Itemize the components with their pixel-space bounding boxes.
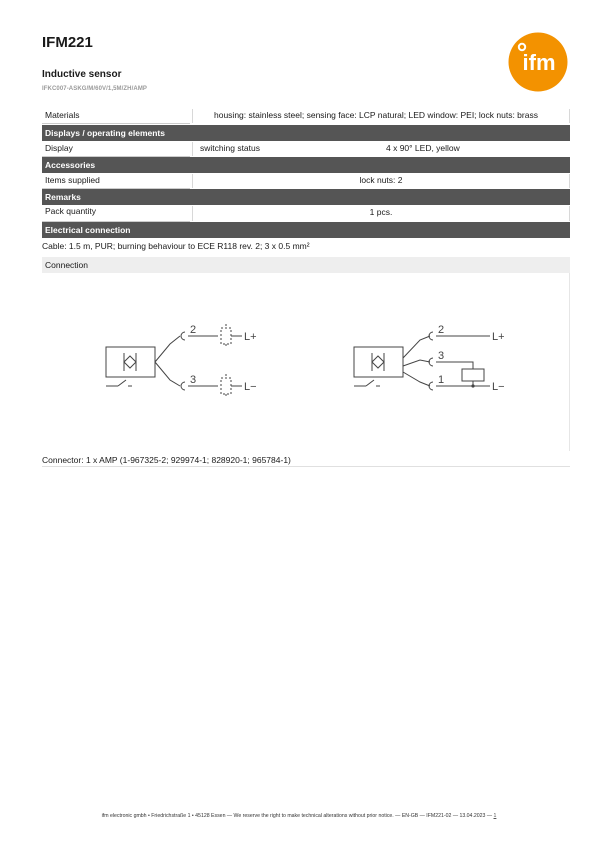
display-label: Display <box>42 141 190 157</box>
accessories-heading: Accessories <box>42 157 570 173</box>
article-code: IFKC007-ASKG/M/60V/1,5M/ZH/AMP <box>42 86 148 92</box>
left-label-bottom: L− <box>244 381 257 393</box>
logo-dot-inner <box>520 45 524 49</box>
connector-divider <box>42 466 570 467</box>
materials-row <box>42 108 570 124</box>
left-label-top: L+ <box>244 331 257 343</box>
electrical-heading: Electrical connection <box>42 222 570 238</box>
right-pin-mid: 3 <box>438 350 445 362</box>
right-pin-bottom: 1 <box>438 374 445 386</box>
footer-text: ifm electronic gmbh • Friedrichstraße 1 • 45128 Essen — We reserve the right to make technical alterations without prior notice. — EN-GB — IFM221-02 — 13.04.2023 — <box>101 813 493 819</box>
materials-label: Materials <box>42 108 190 124</box>
remarks-heading: Remarks <box>42 189 570 205</box>
product-subtitle: Inductive sensor <box>42 69 122 80</box>
ifm-logo <box>508 32 568 92</box>
left-pin-bottom: 3 <box>190 374 197 386</box>
wiring-diagrams <box>100 320 520 410</box>
display-type: switching status <box>200 143 260 153</box>
display-row <box>42 141 570 157</box>
right-label-top: L+ <box>492 331 505 343</box>
logo-text: ifm <box>522 50 556 75</box>
items-supplied-label: Items supplied <box>42 173 190 189</box>
pack-quantity-row <box>42 205 570 222</box>
displays-heading: Displays / operating elements <box>42 125 570 141</box>
page-footer <box>0 813 598 819</box>
cable-spec: Cable: 1.5 m, PUR; burning behaviour to ECE R118 rev. 2; 3 x 0.5 mm² <box>42 241 310 251</box>
pack-quantity-label: Pack quantity <box>42 205 190 222</box>
connection-label: Connection <box>42 257 570 273</box>
page-title: IFM221 <box>42 34 93 51</box>
right-label-bottom: L− <box>492 381 505 393</box>
materials-value: housing: stainless steel; sensing face: LCP natural; LED window: PEI; lock nuts: brass <box>214 110 538 120</box>
display-value: 4 x 90° LED, yellow <box>386 143 460 153</box>
right-pin-top: 2 <box>438 324 445 336</box>
pack-quantity-value: 1 pcs. <box>369 207 393 217</box>
page-number: 1 <box>493 813 497 819</box>
connector-spec: Connector: 1 x AMP (1-967325-2; 929974-1; 828920-1; 965784-1) <box>42 455 291 465</box>
left-pin-top: 2 <box>190 324 197 336</box>
items-supplied-row <box>42 173 570 189</box>
items-supplied-value: lock nuts: 2 <box>359 175 403 185</box>
